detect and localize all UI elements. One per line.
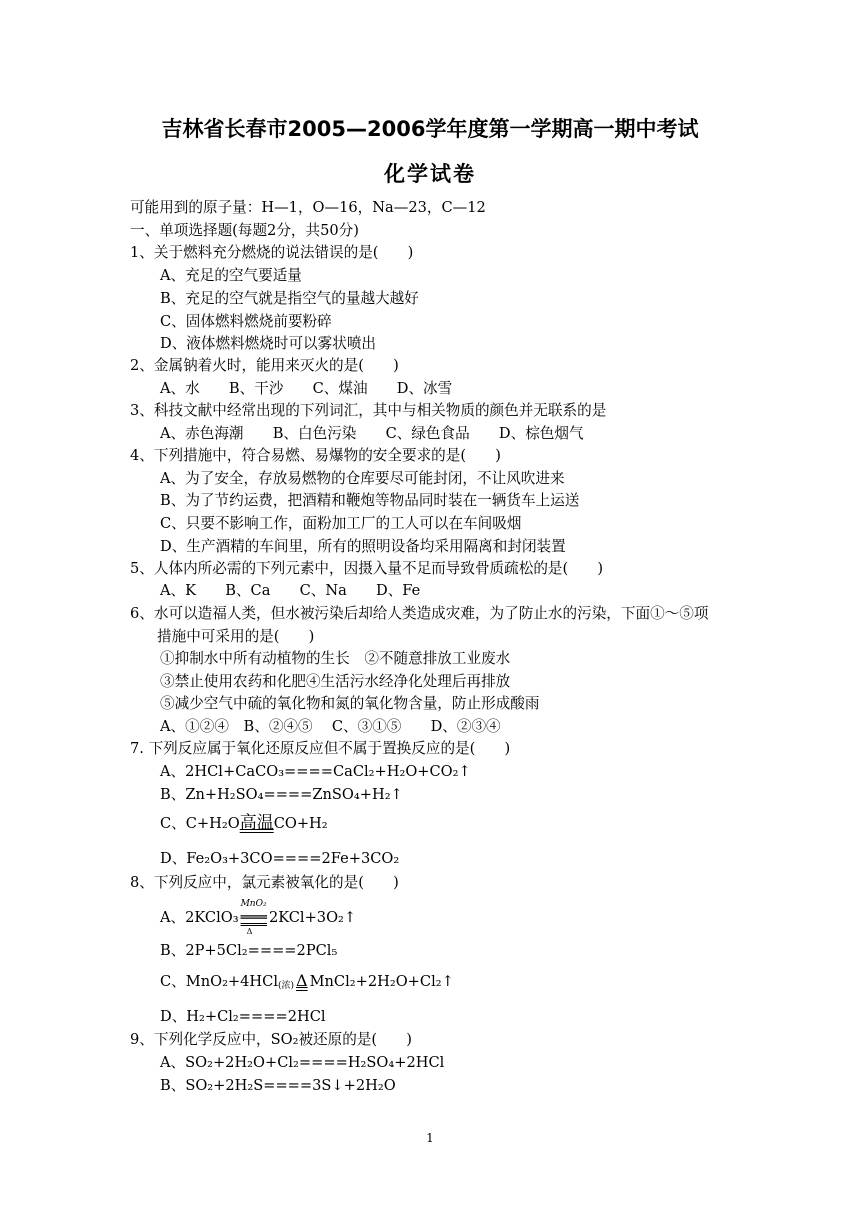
- question-1-option-b: B、充足的空气就是指空气的量越大越好: [160, 290, 419, 307]
- question-4-option-b: B、为了节约运费，把酒精和鞭炮等物品同时装在一辆货车上运送: [160, 492, 580, 509]
- question-8-option-c-reactants: C、MnO₂+4HCl: [160, 973, 278, 990]
- question-7-option-b: B、Zn+H₂SO₄====ZnSO₄+H₂↑: [160, 786, 403, 803]
- concentrated-label: (浓): [278, 981, 295, 991]
- question-2-stem: 2、金属钠着火时，能用来灭火的是( ): [130, 357, 399, 374]
- question-3-options: A、赤色海潮 B、白色污染 C、绿色食品 D、棕色烟气: [160, 425, 584, 442]
- question-7-option-c-reactants: C、C+H₂O: [160, 815, 240, 832]
- question-8-option-c: [160, 972, 454, 991]
- question-9-stem: 9、下列化学反应中，SO₂被还原的是( ): [130, 1031, 412, 1048]
- question-3-stem: 3、科技文献中经常出现的下列词汇，其中与相关物质的颜色并无联系的是: [130, 402, 607, 419]
- question-1-stem: 1、关于燃料充分燃烧的说法错误的是( ): [130, 244, 414, 261]
- question-9-option-a: A、SO₂+2H₂O+Cl₂====H₂SO₄+2HCl: [160, 1054, 445, 1071]
- question-1-option-d: D、液体燃料燃烧时可以雾状喷出: [160, 335, 377, 352]
- question-8-option-c-products: MnCl₂+2H₂O+Cl₂↑: [309, 973, 454, 990]
- question-4-stem: 4、下列措施中，符合易燃、易爆物的安全要求的是( ): [130, 447, 501, 464]
- reaction-condition-catalyst: MnO₂ ═══ Δ: [241, 909, 267, 927]
- exam-subtitle: 化学试卷: [384, 162, 476, 186]
- question-8-option-d: D、H₂+Cl₂====2HCl: [160, 1008, 326, 1025]
- question-8-option-a: [160, 899, 357, 936]
- heat-symbol: Δ: [296, 971, 308, 990]
- question-2-options: A、水 B、干沙 C、煤油 D、冰雪: [160, 380, 453, 397]
- question-5-stem: 5、人体内所必需的下列元素中，因摄入量不足而导致骨质疏松的是( ): [130, 560, 604, 577]
- question-4-option-d: D、生产酒精的车间里，所有的照明设备均采用隔离和封闭装置: [160, 538, 566, 555]
- section-heading: 一、单项选择题(每题2分，共50分): [130, 222, 359, 239]
- question-7-option-a: A、2HCl+CaCO₃====CaCl₂+H₂O+CO₂↑: [160, 763, 471, 780]
- question-6-stem: 6、水可以造福人类，但水被污染后却给人类造成灾难，为了防止水的污染，下面①～⑤项: [130, 605, 709, 622]
- catalyst-label: MnO₂: [240, 899, 267, 909]
- question-6-options: A、①②④ B、②④⑤ C、③①⑤ D、②③④: [160, 718, 501, 735]
- question-7-option-c-products: CO+H₂: [273, 815, 328, 832]
- question-6-item-line-1: ①抑制水中所有动植物的生长 ②不随意排放工业废水: [160, 650, 511, 667]
- reaction-condition-high-temp: 高温: [239, 813, 274, 833]
- question-6-stem-cont: 措施中可采用的是( ): [157, 628, 315, 645]
- heat-symbol: Δ: [246, 927, 253, 936]
- question-6-item-line-3: ⑤减少空气中硫的氧化物和氮的氧化物含量，防止形成酸雨: [160, 695, 540, 712]
- question-1-option-a: A、充足的空气要适量: [160, 267, 302, 284]
- question-7-option-c: [160, 814, 328, 833]
- question-8-option-a-reactants: A、2KClO₃: [160, 909, 239, 926]
- question-8-stem: 8、下列反应中，氯元素被氧化的是( ): [130, 874, 399, 891]
- page-number: 1: [426, 1131, 434, 1145]
- exam-title: 吉林省长春市2005—2006学年度第一学期高一期中考试: [161, 117, 699, 141]
- question-8-option-a-products: 2KCl+3O₂↑: [268, 909, 357, 926]
- atomic-masses: 可能用到的原子量：H—1，O—16，Na—23，C—12: [130, 199, 486, 216]
- question-5-options: A、K B、Ca C、Na D、Fe: [160, 582, 421, 599]
- question-9-option-b: B、SO₂+2H₂S====3S↓+2H₂O: [160, 1077, 396, 1094]
- question-7-stem: 7. 下列反应属于氧化还原反应但不属于置换反应的是( ): [130, 740, 511, 757]
- question-7-option-d: D、Fe₂O₃+3CO====2Fe+3CO₂: [160, 850, 400, 867]
- question-1-option-c: C、固体燃料燃烧前要粉碎: [160, 313, 332, 330]
- question-4-option-a: A、为了安全，存放易燃物的仓库要尽可能封闭，不让风吹进来: [160, 470, 565, 487]
- question-8-option-b: B、2P+5Cl₂====2PCl₅: [160, 942, 338, 959]
- question-4-option-c: C、只要不影响工作，面粉加工厂的工人可以在车间吸烟: [160, 515, 522, 532]
- question-6-item-line-2: ③禁止使用农药和化肥④生活污水经净化处理后再排放: [160, 673, 511, 690]
